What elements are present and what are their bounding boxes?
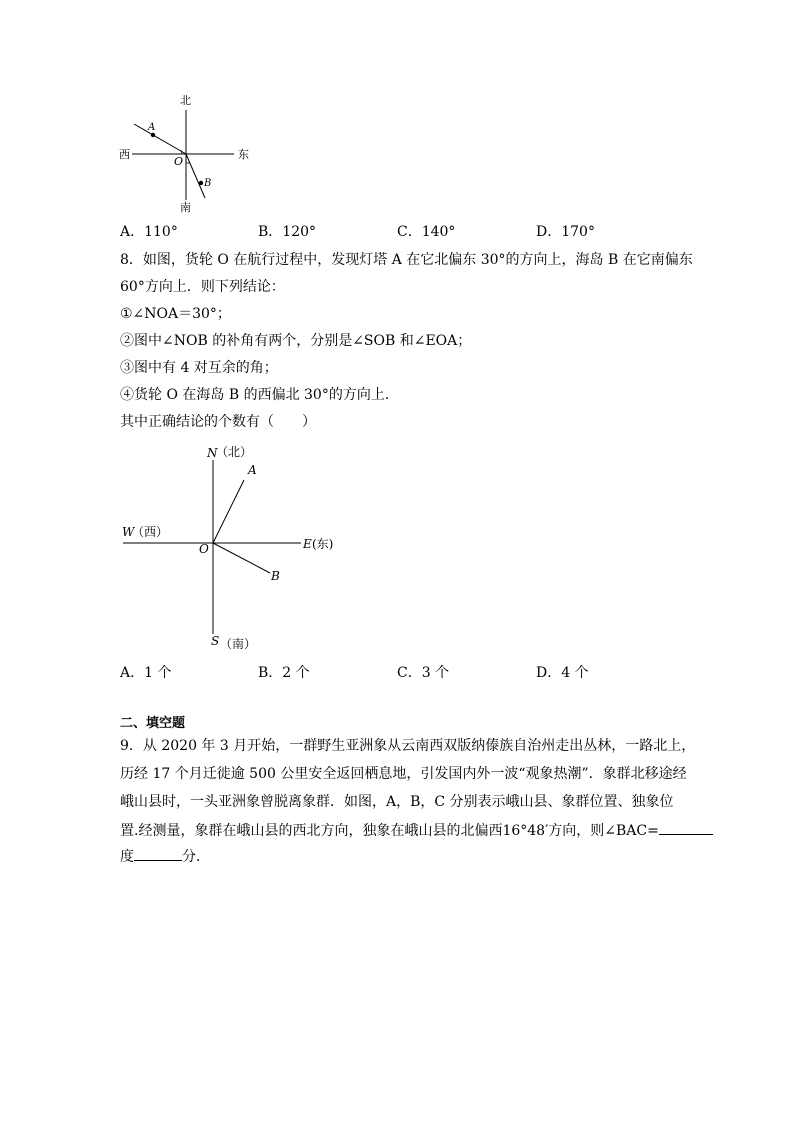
q9-line4: 置.经测量，象群在峨山县的西北方向，独象在峨山县的北偏西16°48′方向，则∠BAC=	[120, 823, 659, 839]
q8-label-e: E	[303, 537, 312, 551]
q7-option-d: D．170°	[536, 224, 595, 240]
q8-question: 其中正确结论的个数有（ ）	[120, 414, 316, 430]
q9-line1: 9．从 2020 年 3 月开始，一群野生亚洲象从云南西双版纳傣族自治州走出丛林，一路北上，	[120, 738, 696, 754]
q7-label-south: 南	[180, 201, 191, 214]
q8-label-south: （南）	[220, 637, 257, 651]
q7-angle-mark	[181, 150, 182, 154]
q8-option-d: D．4 个	[536, 665, 589, 681]
q8-conclusion-3: ③图中有 4 对互余的角；	[120, 360, 278, 376]
q9-line5-row	[120, 846, 210, 867]
q8-ray-oa	[213, 480, 244, 543]
q8-label-west: （西）	[132, 525, 169, 539]
q8-label-north: （北）	[216, 445, 253, 459]
q9-degree-unit: 度	[120, 849, 134, 865]
q7-option-a: A．110°	[120, 224, 178, 240]
q8-label-origin: O	[199, 542, 209, 556]
q7-point-a-dot	[151, 133, 155, 137]
q8-conclusion-4: ④货轮 O 在海岛 B 的西偏北 30°的方向上．	[120, 387, 399, 403]
q7-label-west: 西	[119, 148, 130, 161]
q8-conclusion-2: ②图中∠NOB 的补角有两个，分别是∠SOB 和∠EOA；	[120, 333, 472, 349]
q7-ray-oa	[134, 124, 186, 154]
q7-label-origin: O	[174, 155, 184, 168]
q8-label-n: N	[207, 446, 218, 460]
q7-label-b: B	[204, 178, 212, 189]
q8-label-s: S	[211, 634, 220, 648]
q8-ray-ob	[213, 543, 270, 573]
q9-minute-blank[interactable]	[134, 846, 182, 861]
q8-label-east: (东)	[312, 537, 334, 551]
q8-conclusion-1: ①∠NOA＝30°；	[120, 306, 231, 322]
q8-label-b: B	[271, 569, 280, 583]
q9-line3: 峨山县时，一头亚洲象曾脱离象群．如图，A，B，C 分别表示峨山县、象群位置、独象位	[120, 794, 674, 810]
q8-option-c: C．3 个	[397, 665, 450, 681]
q7-label-north: 北	[180, 94, 191, 107]
q8-compass-figure	[115, 438, 355, 656]
section-heading: 二、填空题	[120, 716, 186, 731]
q8-option-b: B．2 个	[258, 665, 310, 681]
q8-label-w: W	[122, 525, 135, 539]
q7-label-east: 东	[238, 148, 249, 161]
q7-ray-ob	[186, 154, 205, 198]
q9-line2: 历经 17 个月迁徙逾 500 公里安全返回栖息地，引发国内外一波“观象热潮”．象群北移途经	[120, 766, 687, 782]
q8-label-a: A	[248, 463, 257, 477]
q8-option-a: A．1 个	[120, 665, 172, 681]
q9-degree-blank[interactable]	[659, 820, 713, 835]
q7-option-b: B．120°	[258, 224, 317, 240]
q7-option-c: C．140°	[397, 224, 456, 240]
q8-stem-line1: 8．如图，货轮 O 在航行过程中，发现灯塔 A 在它北偏东 30°的方向上，海岛 B 在它南偏东	[120, 252, 693, 268]
q9-line4-row	[120, 820, 713, 841]
q9-minute-unit: 分．	[182, 849, 210, 865]
q8-stem-line2: 60°方向上．则下列结论：	[120, 279, 285, 295]
q7-label-a: A	[148, 122, 156, 133]
q7-point-b-dot	[199, 181, 203, 185]
q7-compass-figure	[110, 90, 260, 215]
